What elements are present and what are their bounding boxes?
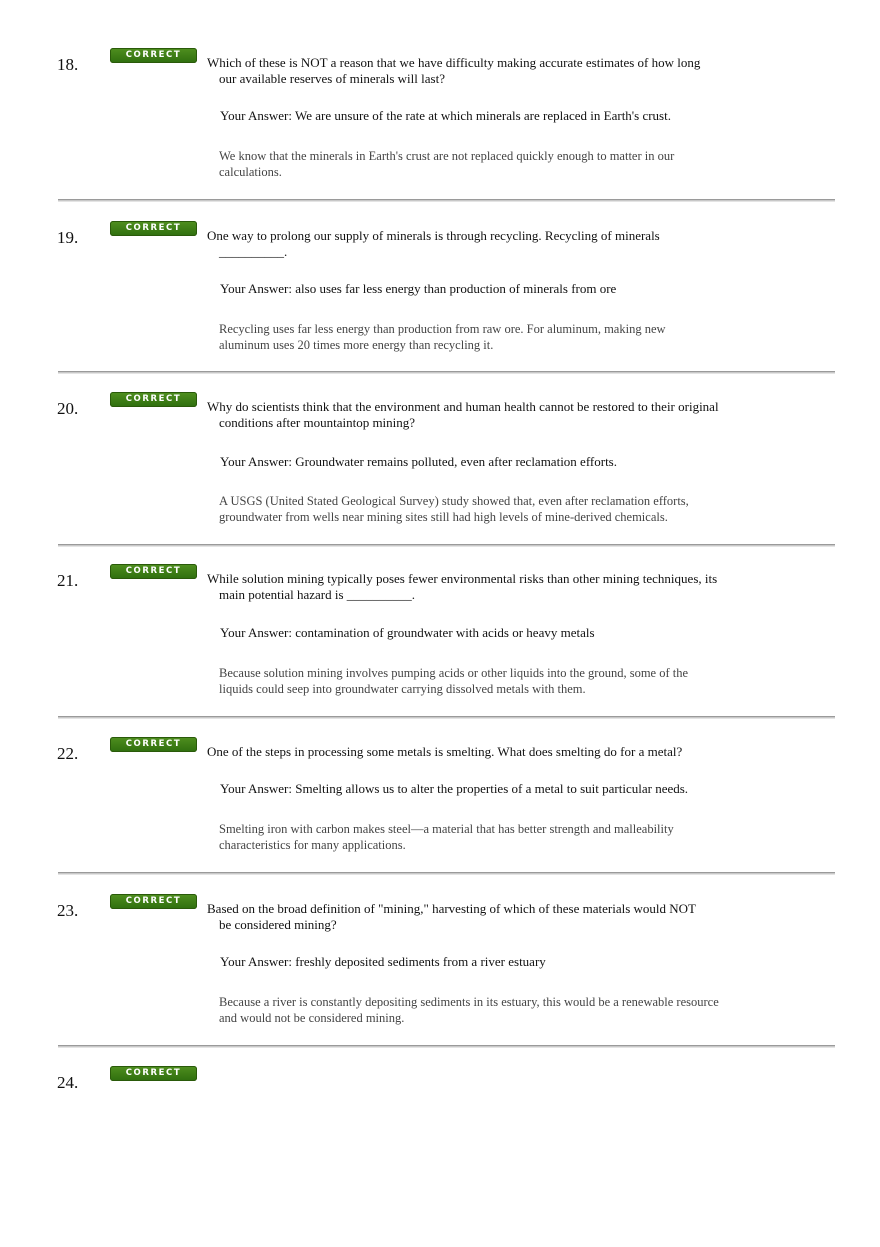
answer-text: Smelting allows us to alter the properties of a metal to suit particular needs. [295, 781, 689, 796]
question-text: One of the steps in processing some metals is smelting. What does smelting do for a metal? [207, 744, 683, 759]
divider [58, 872, 835, 875]
answer-feedback: Because solution mining involves pumping acids or other liquids into the ground, some of the liquids could seep into groundwater carrying dissolved metals with them. [219, 666, 689, 696]
answer-prefix: Your Answer: [220, 781, 292, 796]
question-text: Why do scientists think that the environment and human health cannot be restored to their original conditions after mountaintop mining? [207, 399, 719, 430]
divider [58, 1045, 835, 1048]
question-number: 24. [57, 1073, 79, 1092]
divider [58, 199, 835, 202]
your-answer [220, 954, 740, 970]
answer-prefix: Your Answer: [220, 281, 292, 296]
divider [58, 544, 835, 547]
answer-text: We are unsure of the rate at which minerals are replaced in Earth's crust. [295, 108, 671, 123]
answer-text: contamination of groundwater with acids or heavy metals [295, 625, 595, 640]
divider [58, 716, 835, 719]
question-number: 19. [57, 228, 79, 247]
your-answer [220, 108, 740, 124]
question-text: Which of these is NOT a reason that we have difficulty making accurate estimates of how long our available reserves of minerals will last? [207, 55, 701, 86]
correct-badge: CORRECT [110, 221, 197, 236]
answer-feedback: Smelting iron with carbon makes steel—a material that has better strength and malleability characteristics for many applications. [219, 822, 674, 852]
correct-badge: CORRECT [110, 1066, 197, 1081]
answer-prefix: Your Answer: [220, 108, 292, 123]
correct-badge: CORRECT [110, 737, 197, 752]
answer-text: also uses far less energy than production of minerals from ore [295, 281, 617, 296]
your-answer [220, 625, 740, 641]
question-number: 21. [57, 571, 79, 590]
your-answer [220, 781, 740, 797]
answer-feedback: Because a river is constantly depositing sediments in its estuary, this would be a renewable resource and would not be considered mining. [219, 995, 719, 1025]
question-text: While solution mining typically poses fewer environmental risks than other mining techniques, its main potential hazard is __________. [207, 571, 718, 602]
answer-prefix: Your Answer: [220, 454, 292, 469]
answer-prefix: Your Answer: [220, 954, 292, 969]
question-number: 23. [57, 901, 79, 920]
question-text: One way to prolong our supply of minerals is through recycling. Recycling of minerals __________. [207, 228, 660, 259]
question-number: 20. [57, 399, 79, 418]
question-number: 22. [57, 744, 79, 763]
correct-badge: CORRECT [110, 894, 197, 909]
answer-feedback: A USGS (United Stated Geological Survey) study showed that, even after reclamation efforts, groundwater from wells near mining sites still had high levels of mine-derived chemicals. [219, 494, 689, 524]
answer-feedback: Recycling uses far less energy than production from raw ore. For aluminum, making new aluminum uses 20 times more energy than recycling it. [219, 322, 666, 352]
answer-text: freshly deposited sediments from a river estuary [295, 954, 546, 969]
your-answer [220, 281, 740, 297]
answer-feedback: We know that the minerals in Earth's crust are not replaced quickly enough to matter in our calculations. [219, 149, 675, 179]
divider [58, 371, 835, 374]
question-text: Based on the broad definition of "mining," harvesting of which of these materials would NOT be considered mining? [207, 901, 696, 932]
correct-badge: CORRECT [110, 564, 197, 579]
your-answer [220, 454, 740, 470]
correct-badge: CORRECT [110, 392, 197, 407]
correct-badge: CORRECT [110, 48, 197, 63]
answer-prefix: Your Answer: [220, 625, 292, 640]
answer-text: Groundwater remains polluted, even after reclamation efforts. [295, 454, 617, 469]
question-number: 18. [57, 55, 79, 74]
